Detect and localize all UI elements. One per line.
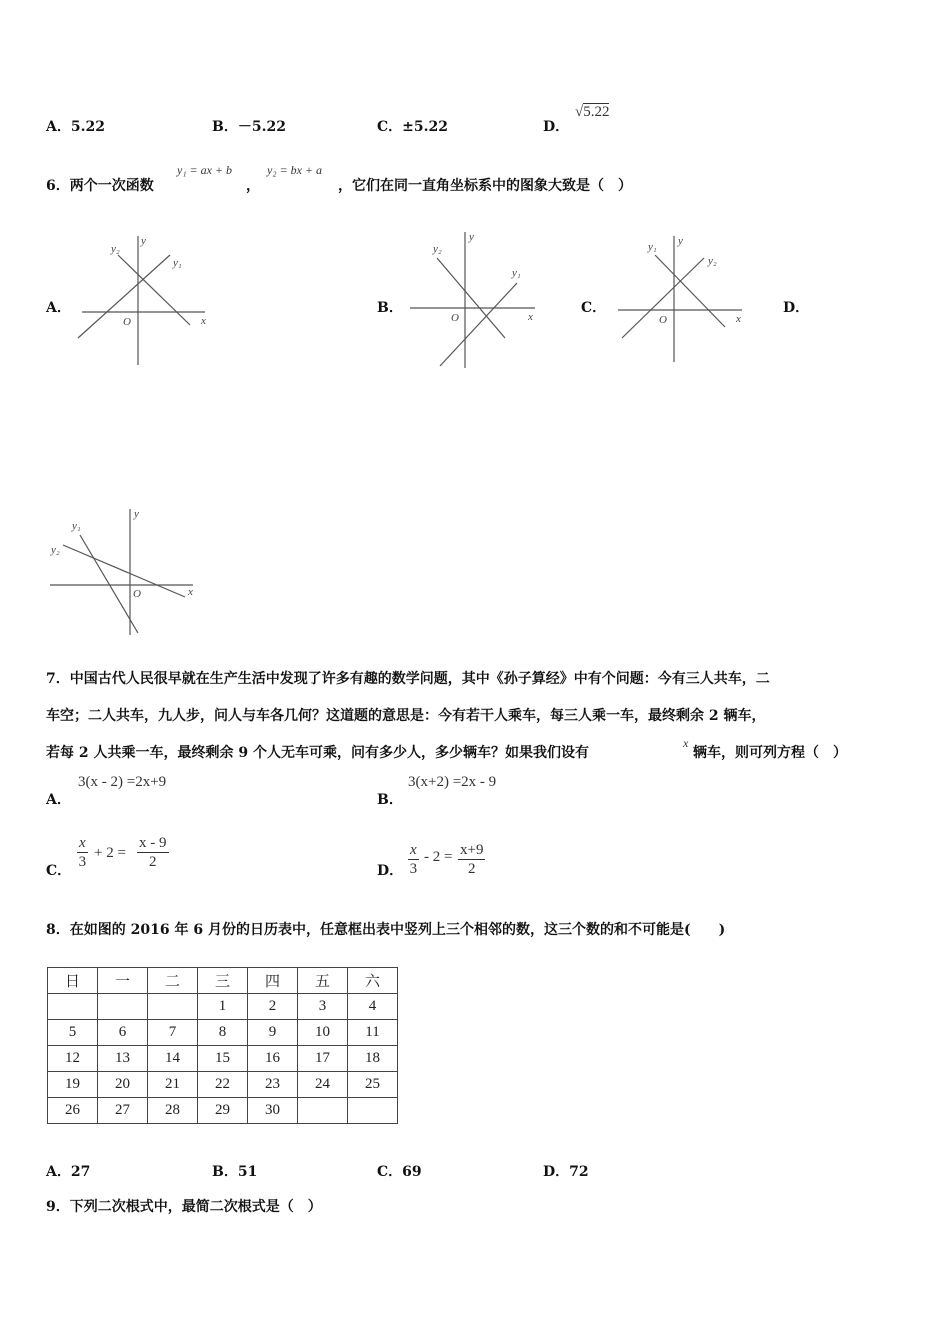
q7-d-fraction-right: $\frac{x+9}{2}$ bbox=[460, 842, 484, 877]
calendar-cell: 1 bbox=[198, 994, 248, 1020]
calendar-cell: 10 bbox=[298, 1020, 348, 1046]
q7-option-b[interactable]: B． bbox=[377, 792, 403, 808]
calendar-cell bbox=[98, 994, 148, 1020]
line-y2 bbox=[63, 545, 185, 597]
calendar-row bbox=[48, 994, 398, 1020]
q7-option-b-equation: 3(x+2) =2x - 9 bbox=[408, 774, 497, 790]
q7-c-fraction-right: $\frac{x - 9}{2}$ bbox=[139, 835, 167, 870]
calendar-cell bbox=[148, 994, 198, 1020]
q6-comma: ， bbox=[246, 178, 260, 194]
calendar-cell: 16 bbox=[248, 1046, 298, 1072]
origin-label: O bbox=[133, 588, 141, 600]
origin-label: O bbox=[123, 316, 131, 328]
calendar-cell: 23 bbox=[248, 1072, 298, 1098]
graph-c bbox=[612, 230, 752, 370]
line-y1 bbox=[80, 535, 138, 633]
calendar-cell: 12 bbox=[48, 1046, 98, 1072]
q6-option-d[interactable]: D． bbox=[783, 300, 810, 316]
q7-option-a[interactable]: A． bbox=[46, 792, 71, 808]
calendar-cell: 9 bbox=[248, 1020, 298, 1046]
calendar-cell: 22 bbox=[198, 1072, 248, 1098]
y-label: y bbox=[469, 231, 474, 243]
origin-label: O bbox=[451, 312, 459, 324]
header-cell: 二 bbox=[148, 968, 198, 994]
q7-stem-line-3a: 若每 2 人共乘一车，最终剩余 9 个人无车可乘，问有多少人，多少辆车？如果我们设有 bbox=[46, 745, 589, 761]
q8-option-c[interactable]: C．69 bbox=[377, 1164, 422, 1180]
q7-option-a-equation: 3(x - 2) =2x+9 bbox=[78, 774, 167, 790]
q8-option-d[interactable]: D．72 bbox=[543, 1164, 589, 1180]
q7-stem-line-3b: 辆车，则可列方程（ ） bbox=[693, 745, 847, 761]
graph-d bbox=[45, 505, 200, 640]
graph-b bbox=[405, 228, 545, 373]
header-cell: 四 bbox=[248, 968, 298, 994]
calendar-row bbox=[48, 1020, 398, 1046]
q8-option-a[interactable]: A．27 bbox=[46, 1164, 91, 1180]
y2-label: y₂ bbox=[433, 243, 442, 255]
calendar-row bbox=[48, 1046, 398, 1072]
calendar-cell: 30 bbox=[248, 1098, 298, 1124]
q9-stem: 9．下列二次根式中，最简二次根式是（ ） bbox=[46, 1199, 322, 1215]
calendar-cell: 21 bbox=[148, 1072, 198, 1098]
header-cell: 三 bbox=[198, 968, 248, 994]
q7-d-middle: - 2 = bbox=[424, 849, 453, 865]
calendar-cell: 20 bbox=[98, 1072, 148, 1098]
calendar-cell: 25 bbox=[348, 1072, 398, 1098]
q6-option-c[interactable]: C． bbox=[581, 300, 607, 316]
y-label: y bbox=[134, 508, 139, 520]
y1-label: y₁ bbox=[512, 267, 521, 279]
q7-d-fraction-left: $\frac{x}{3}$ bbox=[409, 842, 418, 877]
q5-sqrt bbox=[575, 104, 609, 121]
header-cell: 六 bbox=[348, 968, 398, 994]
sqrt-icon: √ bbox=[575, 104, 584, 120]
calendar-cell bbox=[298, 1098, 348, 1124]
q5-sqrt-value: 5.22 bbox=[583, 104, 610, 120]
q6-option-b[interactable]: B． bbox=[377, 300, 403, 316]
line-y1 bbox=[440, 283, 517, 366]
calendar-cell: 15 bbox=[198, 1046, 248, 1072]
calendar-table bbox=[47, 967, 398, 1124]
x-label: x bbox=[201, 315, 206, 327]
x-label: x bbox=[188, 586, 193, 598]
q5-option-d[interactable]: D． bbox=[543, 119, 570, 135]
calendar-cell: 27 bbox=[98, 1098, 148, 1124]
line-y2 bbox=[622, 258, 704, 338]
q6-option-a[interactable]: A． bbox=[46, 300, 71, 316]
calendar-cell: 24 bbox=[298, 1072, 348, 1098]
calendar-cell: 19 bbox=[48, 1072, 98, 1098]
calendar-cell bbox=[48, 994, 98, 1020]
q7-c-middle: + 2 = bbox=[94, 845, 126, 861]
calendar-cell: 8 bbox=[198, 1020, 248, 1046]
calendar-cell: 3 bbox=[298, 994, 348, 1020]
calendar-cell: 28 bbox=[148, 1098, 198, 1124]
header-cell: 日 bbox=[48, 968, 98, 994]
calendar-cell: 4 bbox=[348, 994, 398, 1020]
calendar-cell: 7 bbox=[148, 1020, 198, 1046]
y2-label: y₂ bbox=[111, 243, 120, 255]
y1-label: y₁ bbox=[648, 241, 657, 253]
y-label: y bbox=[678, 235, 683, 247]
q7-stem-line-2: 车空；二人共车，九人步，问人与车各几何？这道题的意思是：今有若干人乘车，每三人乘一车，最终剩余 2 辆车， bbox=[46, 708, 766, 724]
header-cell: 五 bbox=[298, 968, 348, 994]
q7-option-d[interactable]: D． bbox=[377, 863, 404, 879]
y1-label: y₁ bbox=[173, 257, 182, 269]
y2-label: y₂ bbox=[708, 255, 717, 267]
calendar-cell: 6 bbox=[98, 1020, 148, 1046]
q5-option-b[interactable]: B．－5.22 bbox=[212, 119, 286, 135]
q7-variable: x bbox=[683, 736, 689, 750]
calendar-cell: 29 bbox=[198, 1098, 248, 1124]
x-label: x bbox=[736, 313, 741, 325]
calendar-cell: 18 bbox=[348, 1046, 398, 1072]
q6-function-2: y₂ = bx + a bbox=[267, 163, 323, 177]
calendar-cell bbox=[348, 1098, 398, 1124]
calendar-cell: 11 bbox=[348, 1020, 398, 1046]
calendar-cell: 5 bbox=[48, 1020, 98, 1046]
calendar-row bbox=[48, 1098, 398, 1124]
q5-option-c[interactable]: C．±5.22 bbox=[377, 119, 448, 135]
line-y2 bbox=[437, 258, 505, 338]
calendar-cell: 17 bbox=[298, 1046, 348, 1072]
calendar-header-row bbox=[48, 968, 398, 994]
calendar-cell: 2 bbox=[248, 994, 298, 1020]
calendar-cell: 26 bbox=[48, 1098, 98, 1124]
q6-stem-suffix: ，它们在同一直角坐标系中的图象大致是（ ） bbox=[338, 178, 632, 194]
y2-label: y₂ bbox=[51, 544, 60, 556]
calendar-row bbox=[48, 1072, 398, 1098]
header-cell: 一 bbox=[98, 968, 148, 994]
q6-stem-prefix: 6．两个一次函数 bbox=[46, 178, 154, 194]
q6-function-1: y₁ = ax + b bbox=[177, 163, 233, 177]
q5-option-a[interactable]: A．5.22 bbox=[46, 119, 105, 135]
q7-option-c[interactable]: C． bbox=[46, 863, 72, 879]
y-label: y bbox=[141, 235, 146, 247]
q7-stem-line-1: 7．中国古代人民很早就在生产生活中发现了许多有趣的数学问题，其中《孙子算经》中有个问题：今有三人共车，二 bbox=[46, 671, 770, 687]
q8-option-b[interactable]: B．51 bbox=[212, 1164, 258, 1180]
x-label: x bbox=[528, 311, 533, 323]
calendar-cell: 14 bbox=[148, 1046, 198, 1072]
calendar-cell: 13 bbox=[98, 1046, 148, 1072]
q7-c-fraction-left: $\frac{x}{3}$ bbox=[78, 835, 87, 870]
q8-stem: 8．在如图的 2016 年 6 月份的日历表中，任意框出表中竖列上三个相邻的数，这三个数的和不可能是( ) bbox=[46, 922, 726, 938]
origin-label: O bbox=[659, 314, 667, 326]
graph-a bbox=[75, 230, 215, 370]
y1-label: y₁ bbox=[72, 520, 81, 532]
